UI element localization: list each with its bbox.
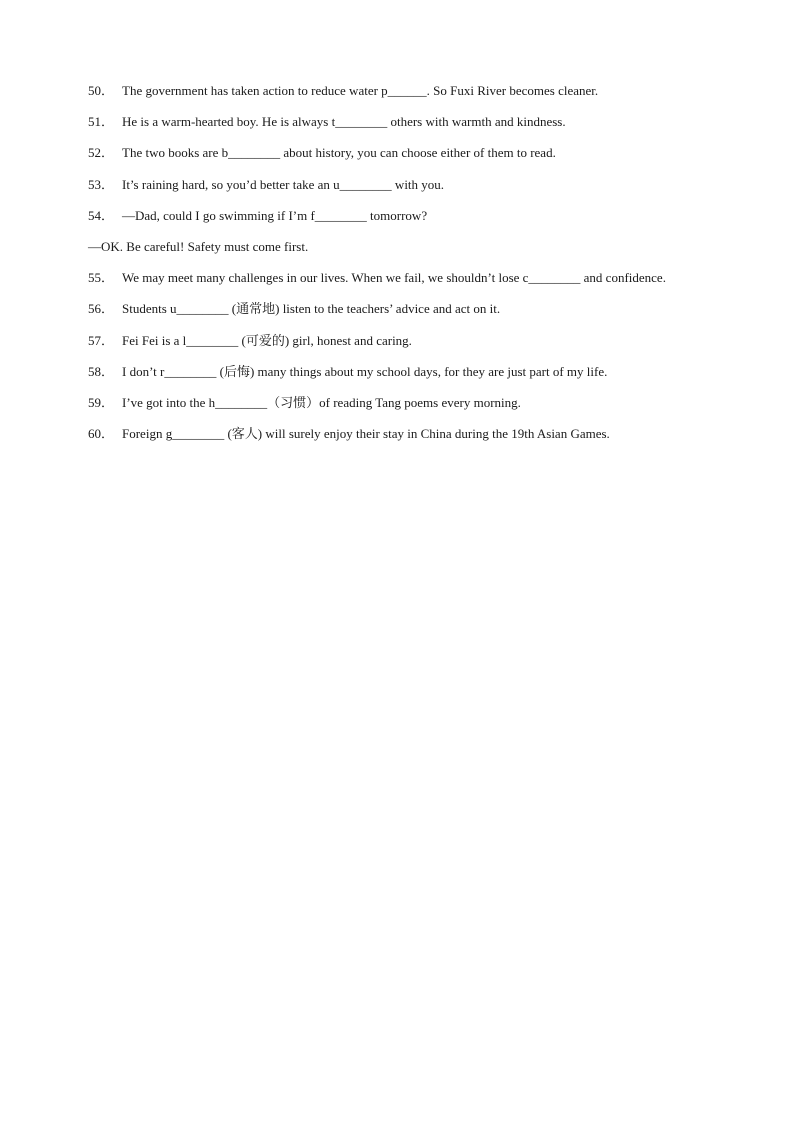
question-number: 59．	[88, 394, 115, 410]
question-number: 57．	[88, 332, 115, 348]
question-54	[88, 206, 768, 237]
question-59	[88, 393, 768, 424]
question-number: 56．	[88, 301, 115, 317]
question-text: It’s raining hard, so you’d better take an u________ with you.	[122, 176, 445, 192]
question-number: 50．	[88, 83, 115, 98]
question-text: —OK. Be careful! Safety must come first.	[88, 238, 309, 254]
question-52	[88, 143, 768, 174]
question-number: 53．	[88, 176, 115, 192]
question-56	[88, 299, 768, 330]
question-text: The government has taken action to reduce water p______. So Fuxi River becomes cleaner.	[122, 83, 599, 98]
question-53	[88, 175, 768, 206]
question-number: 52．	[88, 145, 115, 161]
question-text: The two books are b________ about history, you can choose either of them to read.	[122, 145, 556, 161]
question-60	[88, 424, 768, 455]
question-text: Fei Fei is a l________ (可爱的) girl, honest and caring.	[122, 332, 412, 348]
question-text: We may meet many challenges in our lives. When we fail, we shouldn’t lose c________ and confidence.	[122, 270, 666, 286]
question-text: I’ve got into the h________（习惯）of reading Tang poems every morning.	[122, 394, 521, 410]
question-51	[88, 112, 768, 143]
question-57	[88, 331, 768, 362]
question-54-reply	[88, 237, 768, 268]
question-number: 60．	[88, 426, 115, 442]
question-number: 58．	[88, 363, 115, 379]
question-number: 51．	[88, 114, 115, 130]
question-text: He is a warm-hearted boy. He is always t________ others with warmth and kindness.	[122, 114, 566, 130]
question-text: —Dad, could I go swimming if I’m f________ tomorrow?	[122, 207, 428, 223]
question-58	[88, 362, 768, 393]
question-50	[88, 81, 768, 112]
question-number: 55．	[88, 270, 115, 286]
question-text: I don’t r________ (后悔) many things about my school days, for they are just part of my life.	[122, 363, 608, 379]
question-text: Students u________ (通常地) listen to the teachers’ advice and act on it.	[122, 301, 501, 317]
question-text: Foreign g________ (客人) will surely enjoy their stay in China during the 19th Asian Games.	[122, 426, 610, 442]
question-number: 54．	[88, 207, 115, 223]
exercise-list	[88, 81, 768, 455]
question-55	[88, 268, 768, 299]
